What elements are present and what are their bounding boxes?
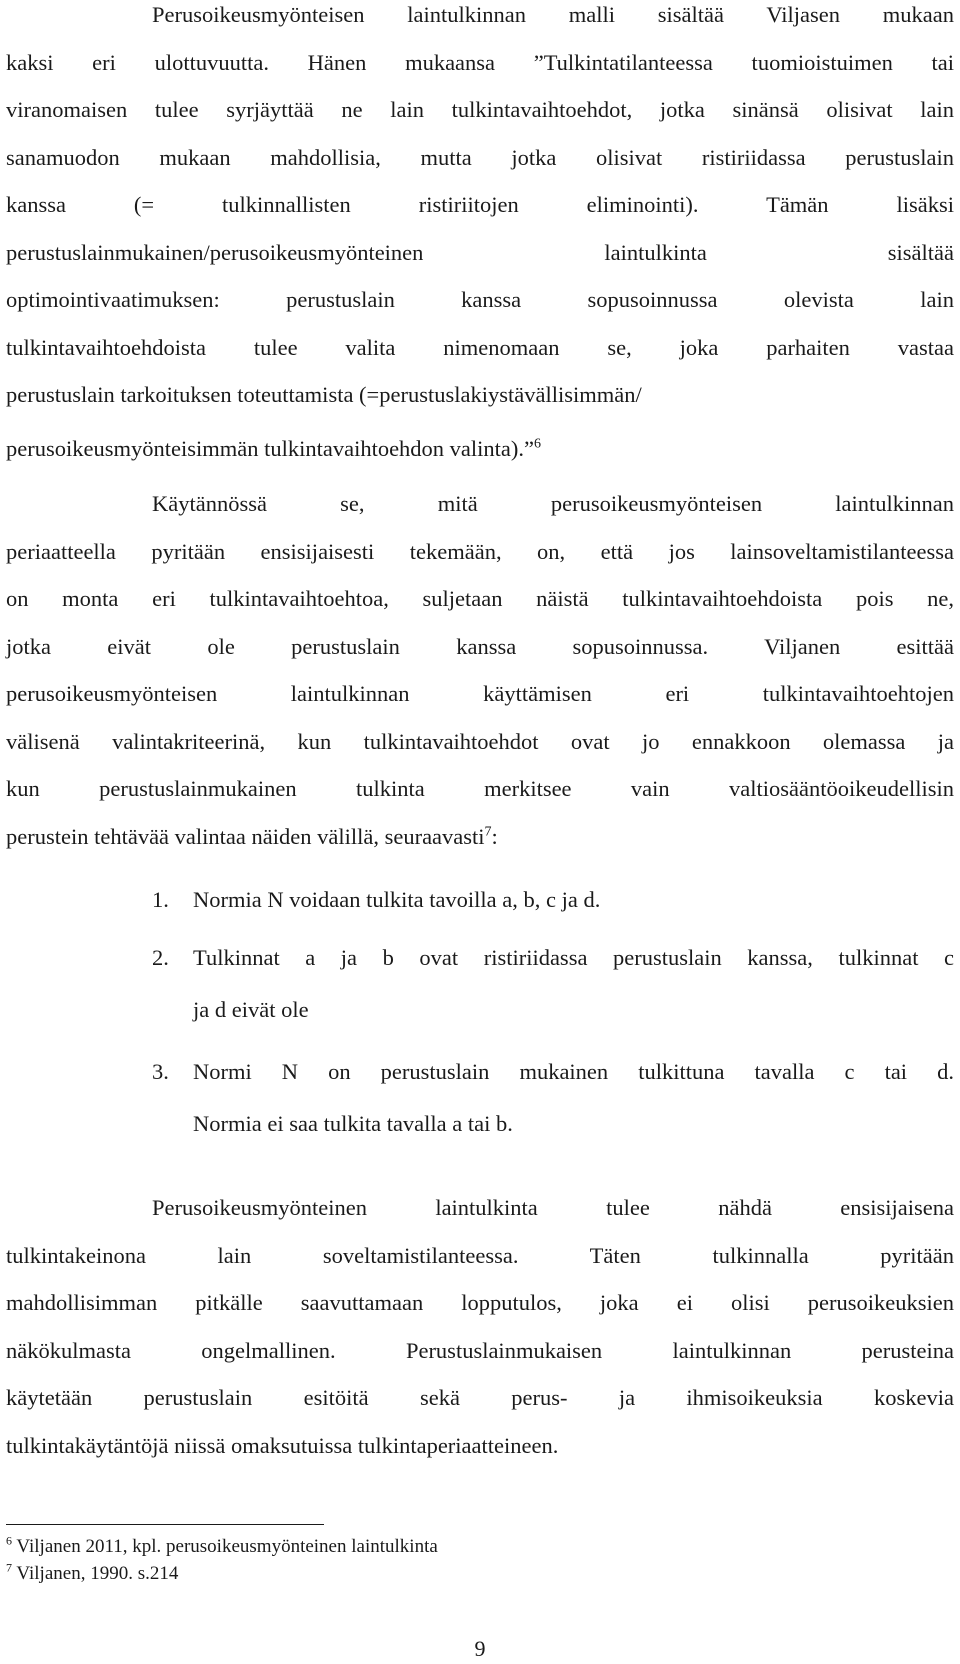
footnote-reference[interactable]: 7: [484, 824, 492, 839]
footnote-number: 6: [6, 1533, 12, 1548]
paragraph-1: [6, 0, 954, 472]
text-line-with-footnote: [6, 813, 954, 861]
text-line: Perusoikeusmyönteinen laintulkinta tulee nähdä ensisijaisena: [152, 1195, 954, 1220]
footnote: [6, 1533, 438, 1560]
list-item: [6, 932, 954, 1036]
paragraph-2: [6, 480, 954, 860]
footnote-separator: [6, 1524, 324, 1525]
text-line: tulkintavaihtoehdoista tulee valita nimenomaan se, joka parhaiten vastaa: [6, 334, 954, 360]
page-number: 9: [474, 1636, 486, 1661]
list-item-text: Normi N on perustuslain mukainen tulkittuna tavalla c tai d.: [193, 1059, 954, 1084]
text-line: Käytännössä se, mitä perusoikeusmyönteisen laintulkinnan: [152, 491, 954, 516]
text-line: Perusoikeusmyönteisen laintulkinnan malli sisältää Viljasen mukaan: [152, 2, 954, 27]
text-line: perusoikeusmyönteisimmän tulkintavaihtoehdon valinta).”: [6, 435, 535, 461]
text-line: optimointivaatimuksen: perustuslain kanssa sopusoinnussa olevista lain: [6, 287, 954, 312]
text-line: kaksi eri ulottuvuutta. Hänen mukaansa ”Tulkintatilanteessa tuomioistuimen tai: [6, 49, 954, 75]
text-line: tulkintakäytäntöjä niissä omaksutuissa tulkintaperiaatteineen.: [6, 1432, 559, 1458]
list-item-text: Normia ei saa tulkita tavalla a tai b.: [193, 1111, 513, 1136]
list-item-text: Tulkinnat a ja b ovat ristiriidassa perustuslain kanssa, tulkinnat c: [193, 945, 954, 970]
text-line: kun perustuslainmukainen tulkinta merkitsee vain valtiosääntöoikeudellisin: [6, 776, 954, 801]
text-line: jotka eivät ole perustuslain kanssa sopusoinnussa. Viljanen esittää: [6, 633, 954, 659]
footnote-number: 7: [6, 1560, 12, 1575]
text-line: näkökulmasta ongelmallinen. Perustuslainmukaisen laintulkinnan perusteina: [6, 1337, 954, 1363]
text-line: mahdollisimman pitkälle saavuttamaan lopputulos, joka ei olisi perusoikeuksien: [6, 1290, 954, 1315]
document-page: [6, 0, 954, 1469]
text-line-with-footnote: [6, 425, 954, 473]
list-number: 3.: [152, 1059, 169, 1084]
list-number: 1.: [152, 887, 169, 912]
list-item-text: ja d eivät ole: [193, 997, 309, 1022]
list-item-text: Normia N voidaan tulkita tavoilla a, b, c ja d.: [193, 887, 601, 912]
text-line: kanssa (= tulkinnallisten ristiriitojen eliminointi). Tämän lisäksi: [6, 192, 954, 217]
footnote-text: Viljanen, 1990. s.214: [16, 1563, 179, 1584]
text-line: käytetään perustuslain esitöitä sekä perus- ja ihmisoikeuksia koskevia: [6, 1385, 954, 1410]
text-line: perustuslain tarkoituksen toteuttamista (=perustuslakiystävällisimmän/: [6, 382, 642, 407]
text-line: tulkintakeinona lain soveltamistilanteessa. Täten tulkinnalla pyritään: [6, 1242, 954, 1268]
text-line: sanamuodon mukaan mahdollisia, mutta jotka olisivat ristiriidassa perustuslain: [6, 144, 954, 170]
text-line: perusoikeusmyönteisen laintulkinnan käyttämisen eri tulkintavaihtoehtojen: [6, 681, 954, 706]
text-line: perustuslainmukainen/perusoikeusmyönteinen laintulkinta sisältää: [6, 239, 954, 265]
list-number: 2.: [152, 945, 169, 970]
footnote-text: Viljanen 2011, kpl. perusoikeusmyönteinen laintulkinta: [16, 1536, 438, 1557]
text-line: viranomaisen tulee syrjäyttää ne lain tulkintavaihtoehdot, jotka sinänsä olisivat lain: [6, 97, 954, 122]
list-item: [6, 874, 954, 926]
paragraph-3: [6, 1184, 954, 1469]
numbered-list: [6, 874, 954, 1150]
footnote: [6, 1560, 438, 1587]
trailing-colon: :: [491, 823, 498, 849]
text-line: perustein tehtävää valintaa näiden välillä, seuraavasti: [6, 823, 485, 849]
text-line: periaatteella pyritään ensisijaisesti tekemään, on, että jos lainsoveltamistilanteessa: [6, 538, 954, 564]
list-item: [6, 1046, 954, 1150]
footnotes: [6, 1533, 438, 1587]
footnote-reference[interactable]: 6: [534, 436, 542, 451]
text-line: välisenä valintakriteerinä, kun tulkintavaihtoehdot ovat jo ennakkoon olemassa ja: [6, 728, 954, 754]
text-line: on monta eri tulkintavaihtoehtoa, suljetaan näistä tulkintavaihtoehdoista pois ne,: [6, 586, 954, 611]
